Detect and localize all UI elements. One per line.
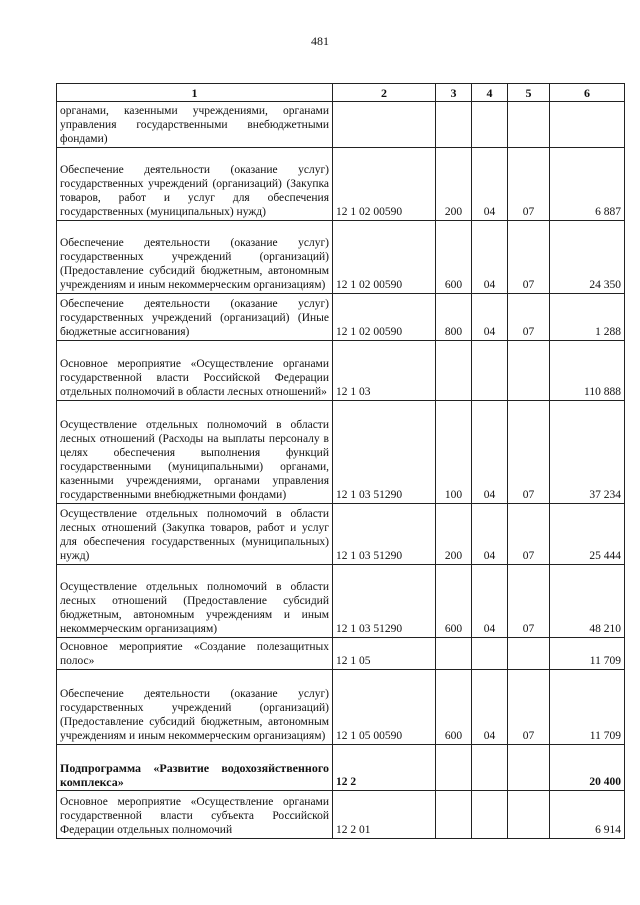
row-code-cell: 12 1 03 <box>333 341 436 401</box>
row-col5-cell <box>508 745 550 791</box>
row-col5-cell: 07 <box>508 294 550 341</box>
row-name-cell: Обеспечение деятельности (оказание услуг) государственных учреждений (организаций) (Иные бюджетные ассигнования) <box>57 294 333 341</box>
table-row <box>57 670 625 745</box>
table-row <box>57 638 625 670</box>
page-number: 481 <box>311 34 329 48</box>
row-name-cell: Обеспечение деятельности (оказание услуг) государственных учреждений (организаций) (Предоставление субсидий бюджетным, автономным учреждениям и иным некоммерческим организациям) <box>57 670 333 745</box>
header-col-3: 3 <box>436 84 472 102</box>
table-row <box>57 221 625 294</box>
row-amount-cell: 1 288 <box>550 294 625 341</box>
row-col3-cell <box>436 102 472 148</box>
header-col-4: 4 <box>472 84 508 102</box>
row-col5-cell: 07 <box>508 401 550 504</box>
row-amount-cell: 110 888 <box>550 341 625 401</box>
budget-table <box>56 83 625 839</box>
table-row <box>57 745 625 791</box>
row-amount-cell: 6 914 <box>550 791 625 839</box>
row-col5-cell <box>508 638 550 670</box>
row-name-cell: Основное мероприятие «Осуществление органами государственной власти Российской Федерации отдельных полномочий в области лесных отношений» <box>57 341 333 401</box>
row-col4-cell: 04 <box>472 401 508 504</box>
row-amount-cell: 37 234 <box>550 401 625 504</box>
row-code-cell: 12 1 02 00590 <box>333 148 436 221</box>
row-code-cell: 12 2 01 <box>333 791 436 839</box>
table-row <box>57 294 625 341</box>
row-amount-cell: 6 887 <box>550 148 625 221</box>
header-col-2: 2 <box>333 84 436 102</box>
row-col5-cell: 07 <box>508 504 550 565</box>
row-col4-cell <box>472 791 508 839</box>
table-row <box>57 565 625 638</box>
row-col4-cell <box>472 638 508 670</box>
header-col-5: 5 <box>508 84 550 102</box>
row-name-cell: Основное мероприятие «Осуществление органами государственной власти субъекта Российской Федерации отдельных полномочий <box>57 791 333 839</box>
row-col4-cell: 04 <box>472 294 508 341</box>
row-name-cell: Осуществление отдельных полномочий в области лесных отношений (Закупка товаров, работ и услуг для обеспечения государственных (муниципальных) нужд) <box>57 504 333 565</box>
table-row <box>57 401 625 504</box>
row-code-cell: 12 1 05 <box>333 638 436 670</box>
table-row <box>57 148 625 221</box>
row-col5-cell <box>508 102 550 148</box>
row-code-cell: 12 1 05 00590 <box>333 670 436 745</box>
row-col5-cell <box>508 341 550 401</box>
table-row <box>57 791 625 839</box>
row-code-cell: 12 1 03 51290 <box>333 401 436 504</box>
row-col4-cell: 04 <box>472 504 508 565</box>
row-col3-cell: 100 <box>436 401 472 504</box>
row-col3-cell: 200 <box>436 148 472 221</box>
row-col3-cell: 600 <box>436 670 472 745</box>
row-code-cell: 12 1 02 00590 <box>333 294 436 341</box>
row-col3-cell: 600 <box>436 565 472 638</box>
row-col4-cell <box>472 745 508 791</box>
row-col4-cell: 04 <box>472 221 508 294</box>
row-col3-cell <box>436 638 472 670</box>
row-amount-cell: 11 709 <box>550 670 625 745</box>
row-amount-cell <box>550 102 625 148</box>
row-col3-cell <box>436 341 472 401</box>
table-row <box>57 504 625 565</box>
row-col3-cell <box>436 745 472 791</box>
row-name-cell: органами, казенными учреждениями, органами управления государственными внебюджетными фондами) <box>57 102 333 148</box>
row-col3-cell: 800 <box>436 294 472 341</box>
row-name-cell: Осуществление отдельных полномочий в области лесных отношений (Расходы на выплаты персоналу в целях обеспечения выполнения функций государственными (муниципальными) органами, казенными учреждениями, органами управления государственными внебюджетными фондами) <box>57 401 333 504</box>
row-col3-cell <box>436 791 472 839</box>
table-row <box>57 341 625 401</box>
row-code-cell <box>333 102 436 148</box>
row-col4-cell: 04 <box>472 670 508 745</box>
row-col4-cell <box>472 341 508 401</box>
row-col4-cell: 04 <box>472 565 508 638</box>
row-name-cell: Обеспечение деятельности (оказание услуг) государственных учреждений (организаций) (Закупка товаров, работ и услуг для обеспечения государственных (муниципальных) нужд) <box>57 148 333 221</box>
row-code-cell: 12 1 03 51290 <box>333 504 436 565</box>
header-row <box>57 84 625 102</box>
row-code-cell: 12 1 02 00590 <box>333 221 436 294</box>
row-col4-cell <box>472 102 508 148</box>
row-col3-cell: 200 <box>436 504 472 565</box>
row-name-cell: Обеспечение деятельности (оказание услуг) государственных учреждений (организаций) (Предоставление субсидий бюджетным, автономным учреждениям и иным некоммерческим организациям) <box>57 221 333 294</box>
row-name-cell: Подпрограмма «Развитие водохозяйственного комплекса» <box>57 745 333 791</box>
row-amount-cell: 11 709 <box>550 638 625 670</box>
row-col3-cell: 600 <box>436 221 472 294</box>
row-amount-cell: 20 400 <box>550 745 625 791</box>
row-col5-cell <box>508 791 550 839</box>
row-amount-cell: 24 350 <box>550 221 625 294</box>
row-col5-cell: 07 <box>508 565 550 638</box>
row-code-cell: 12 1 03 51290 <box>333 565 436 638</box>
table-row <box>57 102 625 148</box>
row-col5-cell: 07 <box>508 148 550 221</box>
row-name-cell: Основное мероприятие «Создание полезащитных полос» <box>57 638 333 670</box>
table-body <box>57 102 625 839</box>
row-code-cell: 12 2 <box>333 745 436 791</box>
header-col-1: 1 <box>57 84 333 102</box>
header-col-6: 6 <box>550 84 625 102</box>
row-col5-cell: 07 <box>508 670 550 745</box>
row-col5-cell: 07 <box>508 221 550 294</box>
row-amount-cell: 48 210 <box>550 565 625 638</box>
row-col4-cell: 04 <box>472 148 508 221</box>
row-amount-cell: 25 444 <box>550 504 625 565</box>
row-name-cell: Осуществление отдельных полномочий в области лесных отношений (Предоставление субсидий бюджетным, автономным учреждениям и иным некоммерческим организациям) <box>57 565 333 638</box>
